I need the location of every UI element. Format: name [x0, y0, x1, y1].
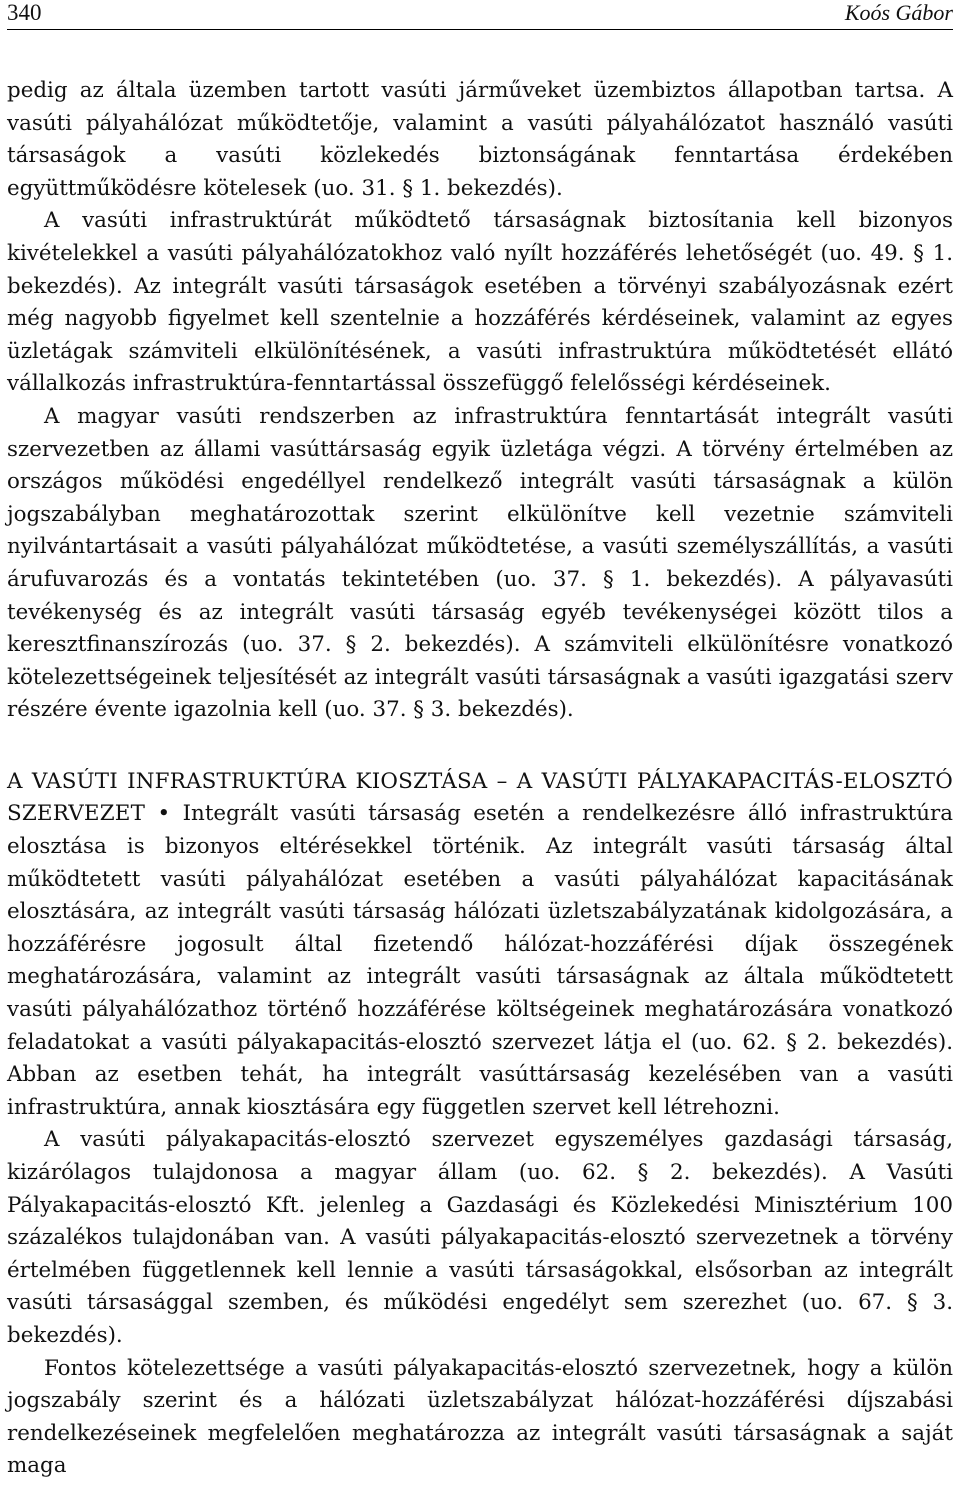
- paragraph-2: A vasúti infrastruktúrát működtető társaságnak biztosítania kell bizonyos kivételekkel a vasúti pályahálózatokhoz való nyílt hozzáférés lehetőségét (uo. 49. § 1. bekezdés). Az integrált vasúti társaságok esetében a törvényi szabályozásnak ezért még nagyobb figyelmet kell szentelnie a hozzáférés kérdéseinek, valamint az egyes üzletágak számviteli elkülönítésének, a vasúti infrastruktúra működtetését ellátó vállalkozás infrastruktúra-fenntartással összefüggő felelősségi kérdéseinek.: [7, 208, 953, 397]
- running-head-author: Koós Gábor: [844, 0, 953, 25]
- paragraph-1: pedig az általa üzemben tartott vasúti járműveket üzembiztos állapotban tartsa. A vasúti pályahálózat működtetője, valamint a vasúti pályahálózatot használó vasúti társaságok a vasúti közlekedés biztonságának fenntartása érdekében együttműködésre kötelesek (uo. 31. § 1. bekezdés).: [7, 78, 953, 201]
- paragraph-5: A vasúti pályakapacitás-elosztó szervezet egyszemélyes gazdasági társaság, kizárólagos tulajdonosa a magyar állam (uo. 62. § 2. bekezdés). A Vasúti Pályakapacitás-elosztó Kft. jelenleg a Gazdasági és Közlekedési Minisztérium 100 százalékos tulajdonában van. A vasúti pályakapacitás-elosztó szervezetnek a törvény értelmében függetlennek kell lennie a vasúti társaságokkal, elsősorban az integrált vasúti társasággal szemben, és működési engedélyt sem szerezhet (uo. 67. § 3. bekezdés).: [7, 1127, 953, 1348]
- section-heading: A VASÚTI INFRASTRUKTÚRA KIOSZTÁSA – A VASÚTI PÁLYAKAPACITÁS-ELOSZTÓ SZERVEZET: [7, 768, 953, 827]
- page-number: 340: [7, 0, 42, 25]
- section-lead-text: Integrált vasúti társaság esetén a rendelkezésre álló infrastruktúra elosztása is bizonyos eltérésekkel történik. Az integrált vasúti társaság által működtetett vasúti pályahálózat esetében a vasúti pályahálózat kapacitásának elosztására, az integrált vasúti társaság hálózati üzletszabályzatának kidolgozására, a hozzáférésre jogosult által fizetendő hálózat-hozzáférési díjak összegének meghatározására, valamint az integrált vasúti társaságnak az általa működtetett vasúti pályahálózathoz történő hozzáférése költségeinek meghatározására vonatkozó feladatokat a vasúti pályakapacitás-elosztó szervezet látja el (uo. 62. § 2. bekezdés). Abban az esetben tehát, ha integrált vasúttársaság kezelésében van a vasúti infrastruktúra, annak kiosztására egy független szervet kell létrehozni.: [7, 801, 953, 1120]
- section-spacer: [7, 727, 953, 766]
- paragraph-3: A magyar vasúti rendszerben az infrastruktúra fenntartását integrált vasúti szervezetben az állami vasúttársaság egyik üzletága végzi. A törvény értelmében az országos működési engedéllyel rendelkező integrált vasúti társaságnak a külön jogszabályban meghatározottak szerint elkülönítve kell vezetnie számviteli nyilvántartásait a vasúti pályahálózat működtetése, a vasúti személyszállítás, a vasúti árufuvarozás és a vontatás tekintetében (uo. 37. § 1. bekezdés). A pályavasúti tevékenység és az integrált vasúti társaság egyéb tevékenységei között tilos a keresztfinanszírozás (uo. 37. § 2. bekezdés). A számviteli elkülönítésre vonatkozó kötelezettségeinek teljesítését az integrált vasúti társaságnak a vasúti igazgatási szerv részére évente igazolnia kell (uo. 37. § 3. bekezdés).: [7, 403, 953, 723]
- section-bullet: •: [157, 801, 171, 827]
- paragraph-6: Fontos kötelezettsége a vasúti pályakapacitás-elosztó szervezetnek, hogy a külön jogszabály szerint és a hálózati üzletszabályzat hálózat-hozzáférési díjszabási rendelkezéseinek megfelelően meghatározza az integrált vasúti társaságnak a saját maga: [7, 1355, 953, 1479]
- body-text: [7, 75, 953, 1483]
- section-lead-paragraph: [7, 766, 953, 1125]
- running-header: [7, 0, 953, 30]
